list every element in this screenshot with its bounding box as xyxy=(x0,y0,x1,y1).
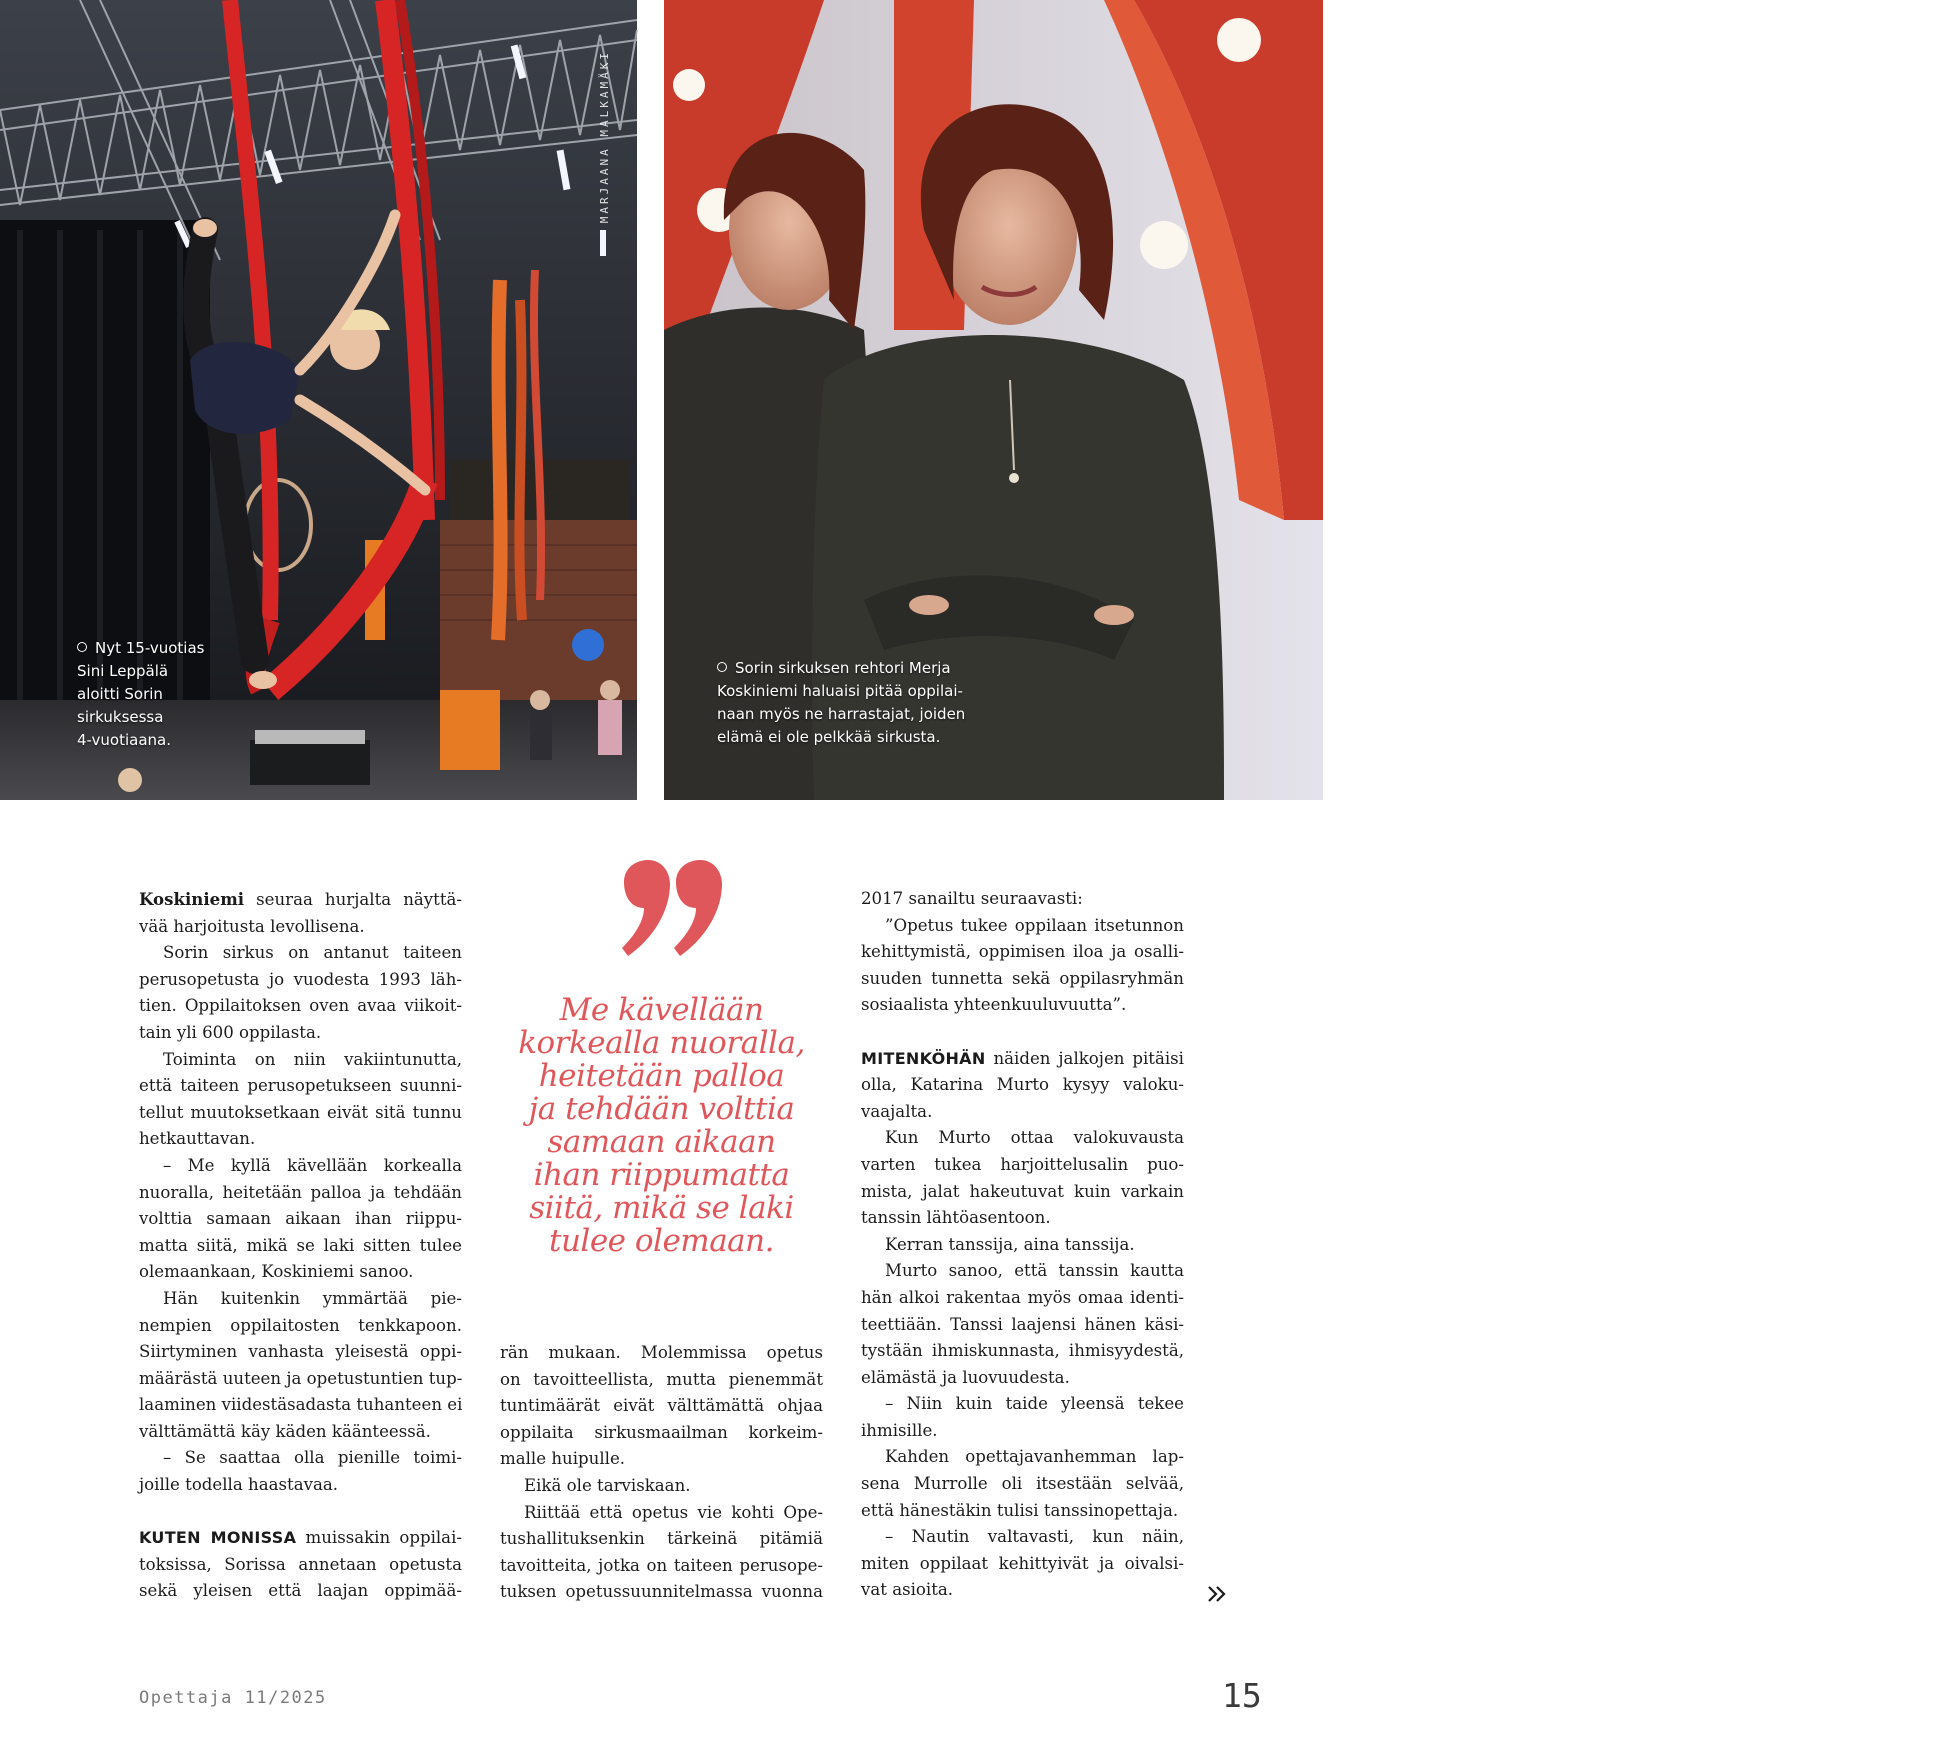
text-line: on tavoitteellista, mutta pienemmät xyxy=(500,1369,823,1389)
pull-quote-line: tulee olemaan. xyxy=(549,1223,774,1259)
text-line: matta siitä, mikä se laki sitten tulee xyxy=(139,1235,462,1255)
text-line: olemaankaan, Koskiniemi sanoo. xyxy=(139,1262,414,1282)
pull-quote-line: samaan aikaan xyxy=(547,1124,776,1160)
text-line: nuoralla, heitetään palloa ja tehdään xyxy=(139,1182,462,1202)
circle-bullet-icon xyxy=(717,662,727,672)
text-line: sekä yleisen että laajan oppimää- xyxy=(139,1581,462,1601)
text-line: tien. Oppilaitoksen oven avaa viikoit- xyxy=(139,996,462,1016)
text-line: sena Murrolle oli itsestään selvää, xyxy=(861,1474,1184,1494)
text-line: suuden tunnetta sekä oppilasryhmän xyxy=(861,968,1184,988)
article-column-2 xyxy=(500,1340,823,1606)
text-line: 2017 sanailtu seuraavasti: xyxy=(861,889,1083,908)
text-line: Kun Murto ottaa valokuvausta xyxy=(885,1128,1184,1148)
text-line: tain yli 600 oppilasta. xyxy=(139,1022,322,1042)
text-line: Sorin sirkus on antanut taiteen xyxy=(163,943,462,963)
article-column-1 xyxy=(139,886,462,1605)
caption-line: naan myös ne harrastajat, joiden xyxy=(717,705,966,723)
paragraph-gap xyxy=(861,1019,1184,1046)
text-line: Koskiniemi seuraa hurjalta näyttä- xyxy=(139,889,462,909)
text-line: tanssin lähtöasentoon. xyxy=(861,1208,1051,1228)
text-line: – Me kyllä kävellään korkealla xyxy=(163,1155,462,1175)
text-line: toksissa, Sorissa annetaan opetusta xyxy=(139,1554,462,1574)
text-line: perusopetusta jo vuodesta 1993 läh- xyxy=(139,969,462,989)
text-line: teettiään. Tanssi laajensi hänen käsi- xyxy=(861,1314,1184,1334)
text-line: hetkauttavan. xyxy=(139,1129,256,1149)
text-line: tuntimäärät eivät välttämättä ohjaa xyxy=(500,1396,823,1416)
text-line: volttia samaan aikaan ihan riippu- xyxy=(139,1209,462,1229)
caption-line: sirkuksessa xyxy=(77,708,164,726)
text-line: miten oppilaat kehittyivät ja oivalsi- xyxy=(861,1553,1184,1573)
pull-quote-line: ja tehdään volttia xyxy=(528,1091,795,1127)
text-line: tellut muutoksetkaan eivät sitä tunnu xyxy=(139,1102,462,1122)
section-lead: MITENKÖHÄN xyxy=(861,1048,986,1068)
text-line: olla, Katarina Murto kysyy valoku- xyxy=(861,1075,1184,1095)
text-line: että taiteen perusopetukseen suunni- xyxy=(139,1076,462,1096)
text-line: Kahden opettajavanhemman lap- xyxy=(885,1447,1184,1467)
text-line: tystään ihmiskunnasta, ihmisyydestä, xyxy=(861,1341,1184,1361)
text-line: Hän kuitenkin ymmärtää pie- xyxy=(163,1288,462,1308)
caption-line: 4-vuotiaana. xyxy=(77,731,172,749)
text-line: Toiminta on niin vakiintunutta, xyxy=(163,1049,462,1069)
text-line: määrästä uuteen ja opetustuntien tup- xyxy=(139,1368,463,1388)
text-line: nempien oppilaitosten tenkkapoon. xyxy=(139,1315,462,1335)
text-line: hän alkoi rakentaa myös omaa identi- xyxy=(861,1287,1184,1307)
text-line: tavoitteita, jotka on taiteen perusope- xyxy=(500,1555,823,1575)
text-line: – Nautin valtavasti, kun näin, xyxy=(885,1527,1184,1547)
caption-line: elämä ei ole pelkkää sirkusta. xyxy=(717,728,941,746)
text-line: vää harjoitusta levollisena. xyxy=(139,916,365,936)
caption-line: aloitti Sorin xyxy=(77,685,163,703)
pull-quote xyxy=(500,994,823,1258)
photo-credit: MARJAANA MALKAMÄKI xyxy=(598,50,611,224)
text-line: Murto sanoo, että tanssin kautta xyxy=(885,1261,1184,1281)
text-line: vat asioita. xyxy=(861,1580,954,1600)
text-line: oppilaita sirkusmaailman korkeim- xyxy=(500,1422,823,1442)
pull-quote-line: korkealla nuoralla, xyxy=(518,1025,805,1061)
text-line: elämästä ja luovuudesta. xyxy=(861,1367,1070,1387)
text-line: kehittymistä, oppimisen iloa ja osalli- xyxy=(861,942,1184,962)
text-line: laaminen viidestäsadasta tuhanteen ei xyxy=(139,1395,463,1415)
text-line: MITENKÖHÄN näiden jalkojen pitäisi xyxy=(861,1048,1184,1068)
circle-bullet-icon xyxy=(77,642,87,652)
photo-caption-left xyxy=(77,637,204,752)
section-lead: KUTEN MONISSA xyxy=(139,1528,297,1548)
text-line: mista, jalat hakeutuvat kuin varkain xyxy=(861,1181,1184,1201)
article-column-3 xyxy=(861,886,1184,1604)
pull-quote-line: siitä, mikä se laki xyxy=(529,1190,794,1226)
caption-line: Sorin sirkuksen rehtori Merja xyxy=(717,657,965,680)
text-line: – Se saattaa olla pienille toimi- xyxy=(163,1448,462,1468)
page-number: 15 xyxy=(1222,1676,1262,1715)
text-line: Riittää että opetus vie kohti Ope- xyxy=(524,1502,823,1522)
text-line: – Niin kuin taide yleensä tekee xyxy=(885,1394,1184,1414)
photo-caption-right xyxy=(717,657,965,749)
closing-quote-icon xyxy=(614,860,724,980)
pull-quote-line: ihan riippumatta xyxy=(533,1157,790,1193)
text-line: joille todella haastavaa. xyxy=(139,1475,339,1495)
text-line: Siirtyminen vanhasta yleisestä oppi- xyxy=(139,1342,462,1362)
text-line: tuksen opetussuunnitelmassa vuonna xyxy=(500,1582,823,1602)
text-line: ”Opetus tukee oppilaan itsetunnon xyxy=(885,915,1184,935)
text-line: KUTEN MONISSA muissakin oppilai- xyxy=(139,1528,462,1548)
paragraph-gap xyxy=(139,1499,462,1526)
caption-line: Nyt 15-vuotias xyxy=(77,637,204,660)
lead-word: Koskiniemi xyxy=(139,889,245,909)
text-line: välttämättä käy käden käänteessä. xyxy=(139,1421,431,1441)
photo-credit: MARJAANA MALKAMÄKI xyxy=(1932,50,1945,224)
text-line: tushallituksenkin tärkeinä pitämiä xyxy=(500,1529,823,1549)
text-line: rän mukaan. Molemmissa opetus xyxy=(500,1343,823,1362)
text-line: sosiaalista yhteenkuuluvuutta”. xyxy=(861,995,1127,1015)
double-chevron-right-icon xyxy=(1206,1582,1230,1606)
text-line: Kerran tanssija, aina tanssija. xyxy=(885,1234,1135,1254)
caption-line: Sini Leppälä xyxy=(77,662,169,680)
pull-quote-line: heitetään palloa xyxy=(538,1058,785,1094)
pull-quote-line: Me kävellään xyxy=(559,992,764,1028)
text-line: varten tukea harjoittelusalin puo- xyxy=(861,1154,1184,1174)
publication-issue: Opettaja 11/2025 xyxy=(139,1688,327,1708)
text-line: ihmisille. xyxy=(861,1420,938,1440)
text-line: vaajalta. xyxy=(861,1101,933,1121)
text-line: että hänestäkin tulisi tanssinopettaja. xyxy=(861,1500,1179,1520)
caption-line: Koskiniemi haluaisi pitää oppilai- xyxy=(717,682,963,700)
text-line: malle huipulle. xyxy=(500,1449,626,1469)
text-line: Eikä ole tarviskaan. xyxy=(524,1475,691,1495)
